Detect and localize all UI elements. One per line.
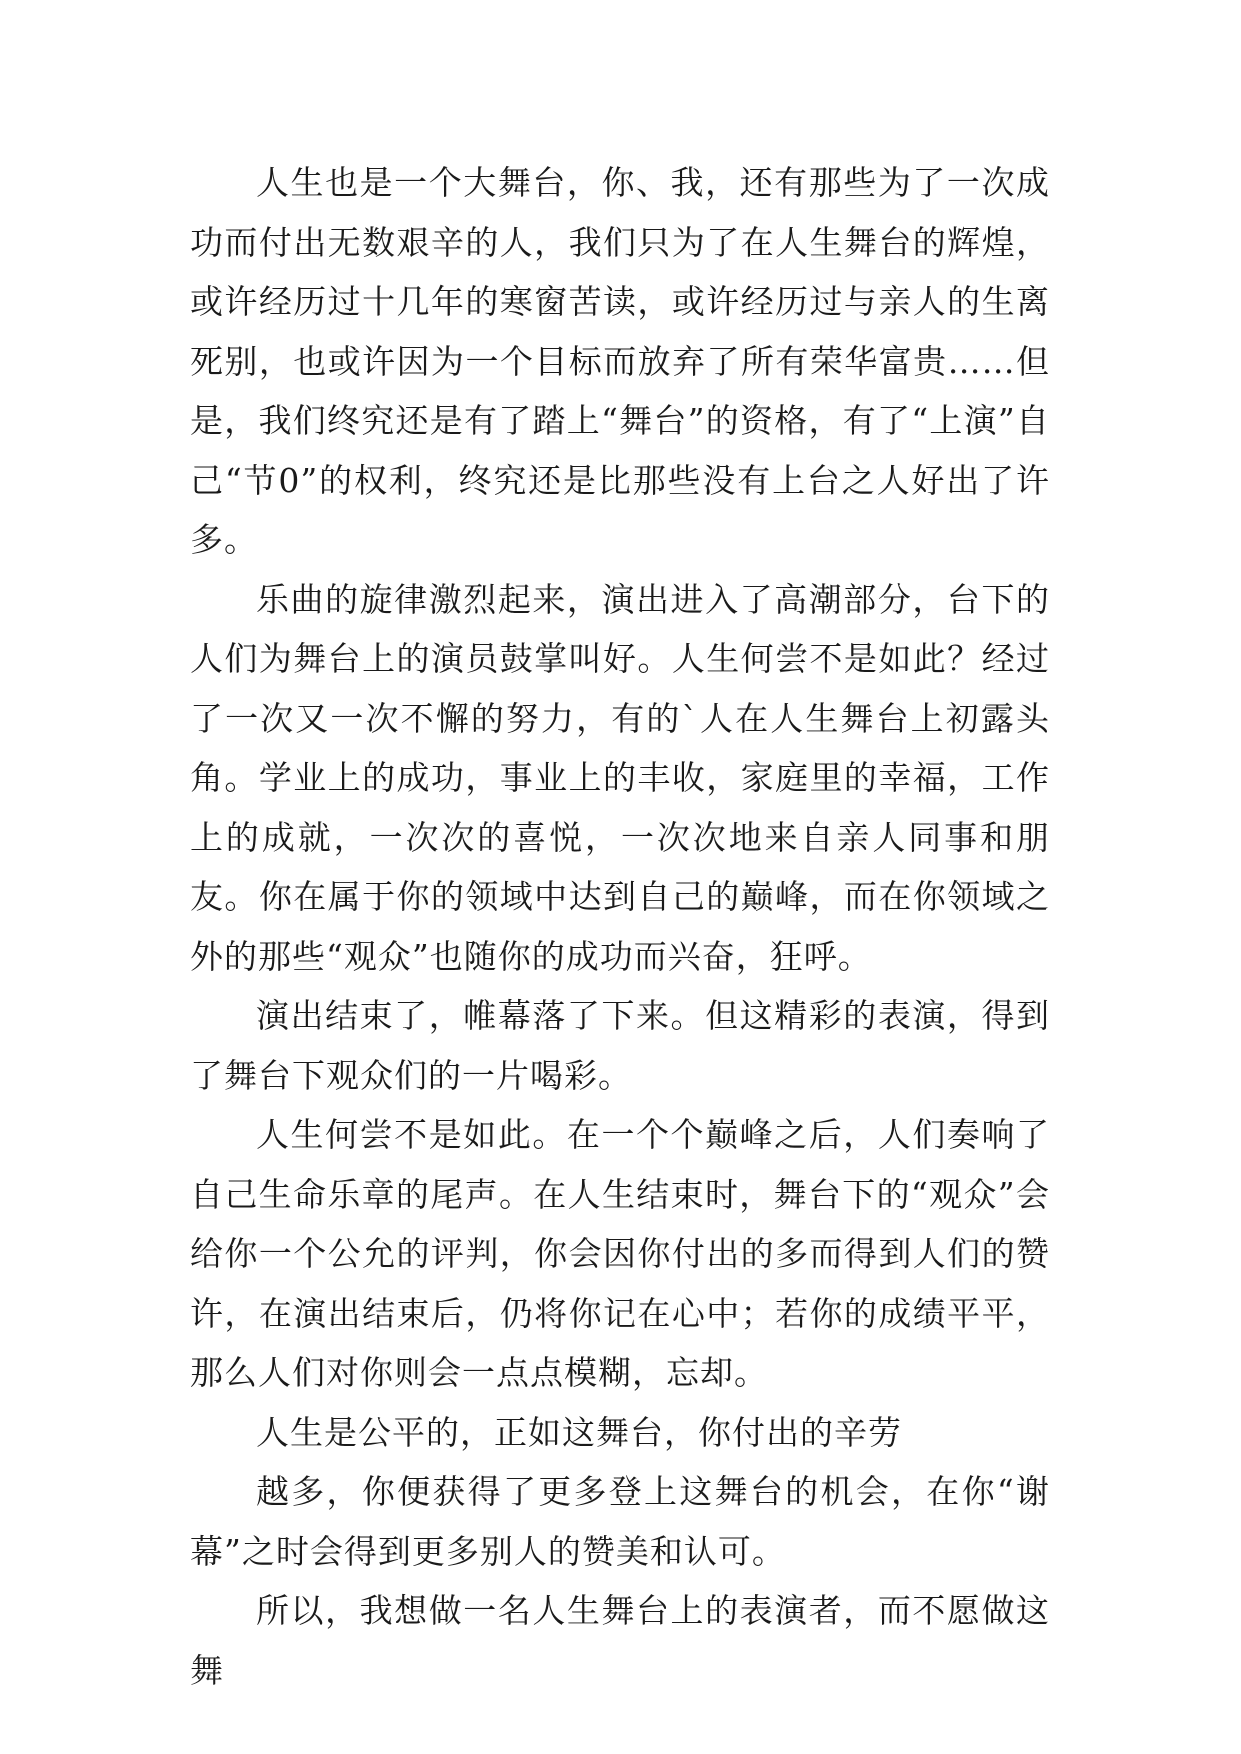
paragraph-3: 演出结束了，帷幕落了下来。但这精彩的表演，得到了舞台下观众们的一片喝彩。 [190, 996, 1050, 1095]
paragraph-6: 越多，你便获得了更多登上这舞台的机会，在你“谢幕”之时会得到更多别人的赞美和认可。 [190, 1472, 1050, 1571]
paragraph-5: 人生是公平的，正如这舞台，你付出的辛劳 [256, 1412, 902, 1452]
paragraph-7: 所以，我想做一名人生舞台上的表演者，而不愿做这舞 [190, 1591, 1050, 1690]
paragraph-1: 人生也是一个大舞台，你、我，还有那些为了一次成功而付出无数艰辛的人，我们只为了在人生舞台的辉煌，或许经历过十几年的寒窗苦读，或许经历过与亲人的生离死别，也或许因为一个目标而放弃了所有荣华富贵……但是，我们终究还是有了踏上“舞台”的资格，有了“上演”自己“节0”的权利，终究还是比那些没有上台之人好出了许多。 [190, 163, 1050, 559]
paragraph-4: 人生何尝不是如此。在一个个巅峰之后，人们奏响了自己生命乐章的尾声。在人生结束时，舞台下的“观众”会给你一个公允的评判，你会因你付出的多而得到人们的赞许，在演出结束后，仍将你记在心中；若你的成绩平平，那么人们对你则会一点点模糊，忘却。 [190, 1115, 1050, 1392]
document-body [190, 153, 1050, 1700]
paragraph-2: 乐曲的旋律激烈起来，演出进入了高潮部分，台下的人们为舞台上的演员鼓掌叫好。人生何尝不是如此？经过了一次又一次不懈的努力，有的`人在人生舞台上初露头角。学业上的成功，事业上的丰收，家庭里的幸福，工作上的成就，一次次的喜悦，一次次地来自亲人同事和朋友。你在属于你的领域中达到自己的巅峰，而在你领域之外的那些“观众”也随你的成功而兴奋，狂呼。 [190, 579, 1050, 976]
